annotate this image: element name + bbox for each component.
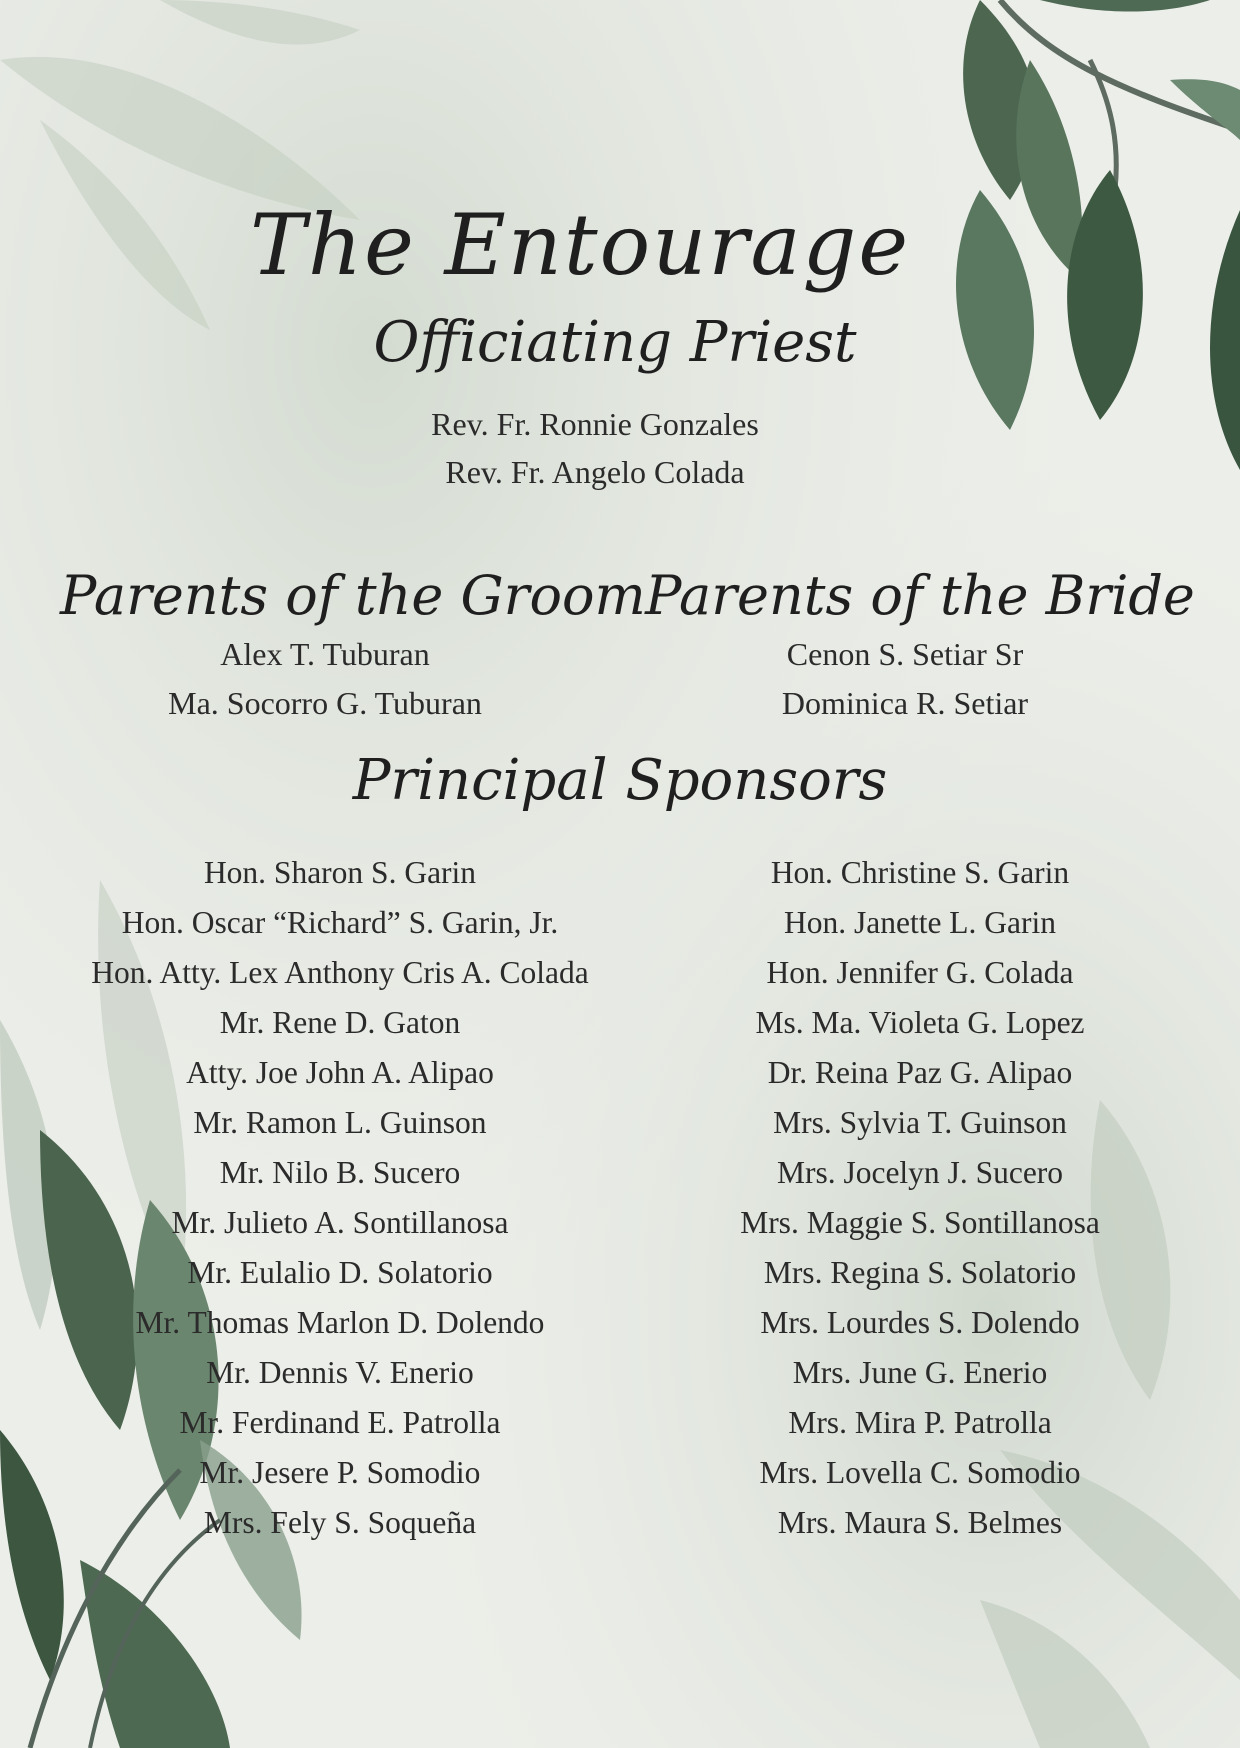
sponsor-name: Hon. Jennifer G. Colada (766, 955, 1074, 990)
sponsor-name: Dr. Reina Paz G. Alipao (767, 1055, 1073, 1090)
groom-parents-list (100, 630, 550, 728)
priest-name: Rev. Fr. Angelo Colada (445, 454, 745, 490)
sponsor-name: Mrs. June G. Enerio (792, 1355, 1048, 1390)
sponsor-name: Mrs. Fely S. Soqueña (203, 1505, 477, 1540)
sponsor-name: Mrs. Maura S. Belmes (777, 1505, 1063, 1540)
officiating-priest-heading: Officiating Priest (373, 310, 857, 375)
bride-parent-name: Dominica R. Setiar (781, 685, 1029, 721)
sponsor-name: Mrs. Lourdes S. Dolendo (760, 1305, 1080, 1340)
sponsor-name: Mr. Eulalio D. Solatorio (187, 1255, 493, 1290)
sponsor-name: Mr. Dennis V. Enerio (206, 1355, 474, 1390)
sponsor-name: Hon. Christine S. Garin (770, 855, 1070, 890)
sponsor-name: Mr. Ramon L. Guinson (193, 1105, 487, 1140)
sponsor-name: Hon. Oscar “Richard” S. Garin, Jr. (121, 905, 559, 940)
sponsor-name: Mr. Ferdinand E. Patrolla (179, 1405, 501, 1440)
officiating-priest-list (0, 400, 1190, 496)
priest-name: Rev. Fr. Ronnie Gonzales (431, 406, 759, 442)
bride-parents-list (680, 630, 1130, 728)
page-title: The Entourage (249, 196, 911, 294)
sponsor-name: Mrs. Jocelyn J. Sucero (776, 1155, 1064, 1190)
sponsors-left-column (40, 848, 640, 1548)
sponsor-name: Mrs. Sylvia T. Guinson (773, 1105, 1067, 1140)
sponsor-name: Mrs. Lovella C. Somodio (759, 1455, 1081, 1490)
principal-sponsors-heading: Principal Sponsors (352, 748, 888, 813)
sponsor-name: Mr. Thomas Marlon D. Dolendo (135, 1305, 545, 1340)
sponsor-name: Atty. Joe John A. Alipao (186, 1055, 494, 1090)
sponsor-name: Mr. Julieto A. Sontillanosa (171, 1205, 509, 1240)
sponsor-name: Mr. Nilo B. Sucero (219, 1155, 461, 1190)
groom-parents-heading: Parents of the Groom (60, 564, 646, 627)
groom-parent-name: Alex T. Tuburan (220, 636, 430, 672)
sponsor-name: Mrs. Mira P. Patrolla (788, 1405, 1052, 1440)
sponsor-name: Ms. Ma. Violeta G. Lopez (755, 1005, 1085, 1040)
bride-parent-name: Cenon S. Setiar Sr (786, 636, 1024, 672)
sponsor-name: Mrs. Maggie S. Sontillanosa (740, 1205, 1100, 1240)
sponsor-name: Mr. Rene D. Gaton (219, 1005, 461, 1040)
bride-parents-heading: Parents of the Bride (645, 564, 1195, 627)
sponsor-name: Hon. Sharon S. Garin (203, 855, 477, 890)
sponsor-name: Hon. Atty. Lex Anthony Cris A. Colada (91, 955, 589, 990)
sponsor-name: Hon. Janette L. Garin (783, 905, 1057, 940)
sponsor-name: Mr. Jesere P. Somodio (199, 1455, 481, 1490)
groom-parent-name: Ma. Socorro G. Tuburan (168, 685, 482, 721)
sponsors-right-column (660, 848, 1180, 1548)
sponsor-name: Mrs. Regina S. Solatorio (763, 1255, 1077, 1290)
